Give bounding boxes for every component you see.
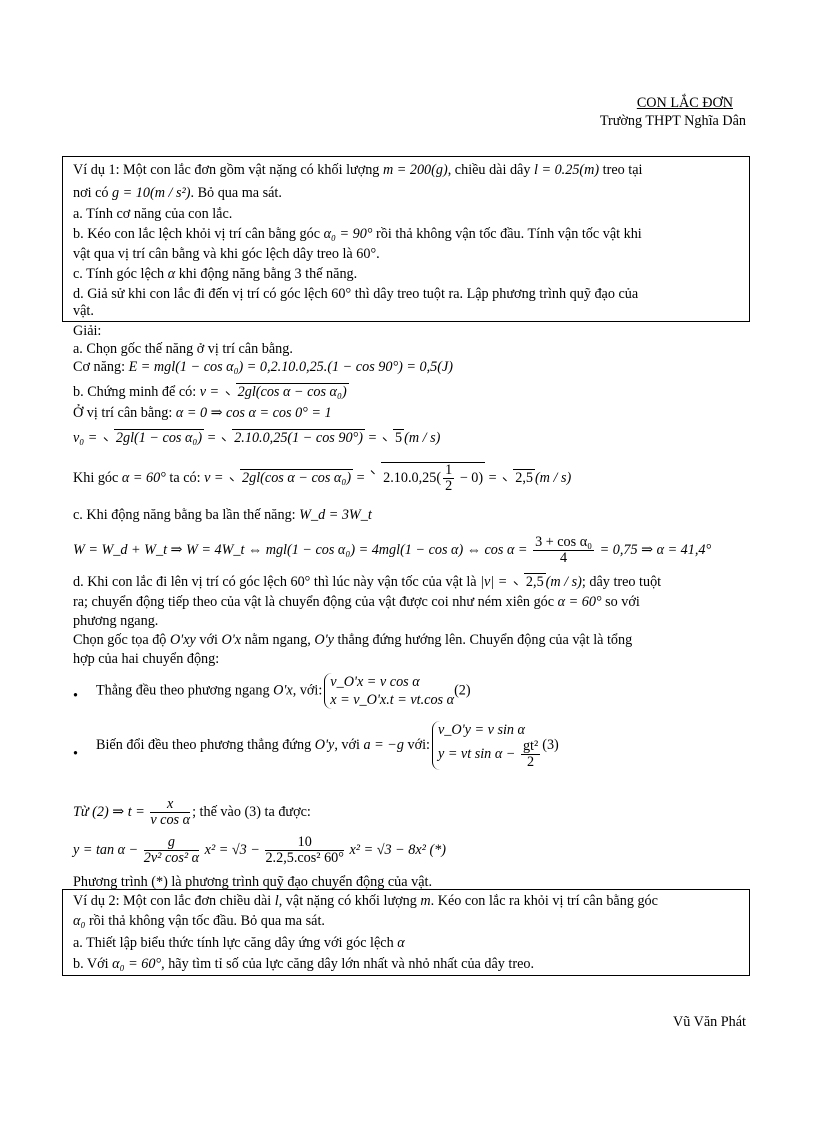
ex1-line-2: nơi có g = 10(m / s²). Bỏ qua ma sát. [73, 185, 282, 201]
solution-b-line: b. Chứng minh để có: v = 2gl(cos α − cos α₀) [73, 384, 347, 400]
trajectory-equation: y = tan α − $\frac{g}{\text{2v² cos² α}}$ x² = √3 − $\frac{10}{\text{2.2,5.cos² 60°}}$ x² = √3 − 8x² (*) [73, 834, 446, 866]
v60-line: Khi góc α = 60° ta có: v = 2gl(cos α − cos α₀) = 2.10.0,25( $\frac{1}{2}$ − 0) = 2,5 (m / s) [73, 462, 572, 494]
sqrt-v-abs: 2,5 [514, 573, 546, 591]
ex1-line-1: Ví dụ 1: Một con lắc đơn gồm vật nặng có khối lượng m = 200(g), chiều dài dây l = 0.25(m) treo tại [73, 162, 643, 178]
ex1-item-c: c. Tính góc lệch α khi động năng bằng 3 thế năng. [73, 266, 358, 282]
document-title: CON LẮC ĐƠN [636, 95, 733, 111]
sqrt-v0-2: 2.10.0,25(1 − cos 90°) [222, 429, 365, 447]
ex1-item-b-cont: vật qua vị trí cân bằng và khi góc lệch dây treo là 60°. [73, 246, 380, 262]
horizontal-motion: Thẳng đều theo phương ngang O'x, với: v_O'x = v cos α x = v_O'x.t = vt.cos α (2) [96, 674, 471, 708]
bullet-1: • [73, 688, 78, 704]
ex1-item-d: d. Giả sử khi con lắc đi đến vị trí có góc lệch 60° thì dây treo tuột ra. Lập phương trình quỹ đạo của [73, 286, 639, 302]
solution-d-line-2: ra; chuyển động tiếp theo của vật là chuyển động của vật được coi như ném xiên góc α = 60° so với [73, 594, 640, 610]
conclusion-line: Phương trình (*) là phương trình quỹ đạo chuyển động của vật. [73, 874, 432, 890]
equilibrium-line: Ở vị trí cân bằng: α = 0 ⇒ cos α = cos 0° = 1 [73, 405, 332, 421]
solution-c-line: c. Khi động năng bằng ba lần thế năng: W_d = 3W_t [73, 507, 372, 523]
ten-fraction: $\frac{10}{\text{2.2,5.cos² 60°}}$ [265, 834, 344, 866]
energy-line: Cơ năng: E = mgl(1 − cos α₀) = 0,2.10.0,25.(1 − cos 90°) = 0,5(J) [73, 359, 453, 375]
solution-label: Giải: [73, 323, 102, 339]
sqrt-v60-3: 2,5 [503, 469, 535, 487]
system-3-brace: v_O'y = v sin α y = vt sin α − $\frac{\text{gt²}}{2}$ [432, 721, 542, 770]
solution-a-line: a. Chọn gốc thế năng ở vị trí cân bằng. [73, 341, 293, 357]
vertical-motion: Biến đổi đều theo phương thẳng đứng O'y, với a = −g với: v_O'y = v sin α y = vt sin α − $\frac{\text{gt²}}{2}$ (3) [96, 722, 559, 770]
g-fraction: $\frac{g}{\text{2v² cos² α}}$ [143, 834, 200, 866]
axes-line-2: hợp của hai chuyển động: [73, 651, 220, 667]
sqrt-v60-1: 2gl(cos α − cos α₀) [230, 469, 353, 487]
cos-fraction: $\frac{\text{3 + cos α₀}}{4}$ [535, 534, 593, 566]
half-fraction: $\frac{1}{2}$ [445, 462, 453, 494]
ex1-item-d-cont: vật. [73, 303, 94, 319]
ex2-item-a: a. Thiết lập biểu thức tính lực căng dây ứng với góc lệch α [73, 935, 405, 951]
solution-d-line-3: phương ngang. [73, 613, 159, 629]
v0-line: v₀ = 2gl(1 − cos α₀) = 2.10.0,25(1 − cos 90°) = 5 (m / s) [73, 430, 441, 446]
ex1-item-a: a. Tính cơ năng của con lắc. [73, 206, 233, 222]
axes-line-1: Chọn gốc tọa độ O'xy với O'x nằm ngang, O'y thẳng đứng hướng lên. Chuyển động của vật là tổng [73, 632, 633, 648]
sqrt-v0-3: 5 [383, 429, 404, 447]
author-footer: Vũ Văn Phát [672, 1014, 746, 1030]
t-fraction: $\frac{x}{\text{v cos α}}$ [150, 796, 191, 828]
bullet-2: • [73, 746, 78, 762]
energy-equation: W = W_d + W_t ⇒ W = 4W_t ⇔ mgl(1 − cos α₀) = 4mgl(1 − cos α) ⇔ cos α = $\frac{\text{3 + cos α₀}}{4}$ = 0,75 ⇒ α = 41,4° [73, 534, 712, 566]
ex2-item-b: b. Với α₀ = 60°, hãy tìm tỉ số của lực căng dây lớn nhất và nhỏ nhất của dây treo. [73, 956, 535, 972]
gt2-fraction: $\frac{\text{gt²}}{2}$ [522, 738, 539, 770]
ex1-item-b: b. Kéo con lắc lệch khỏi vị trí cân bằng góc α₀ = 90° rồi thả không vận tốc đầu. Tính vận tốc vật khi [73, 226, 642, 242]
sqrt-v0-1: 2gl(1 − cos α₀) [104, 429, 204, 447]
substitution-line: Từ (2) ⇒ t = $\frac{x}{\text{v cos α}}$ ; thế vào (3) ta được: [73, 796, 311, 828]
ex2-line-2: α₀ rồi thả không vận tốc đầu. Bỏ qua ma sát. [73, 913, 325, 929]
sqrt-v: 2gl(cos α − cos α₀) [226, 383, 349, 401]
solution-d-line-1: d. Khi con lắc đi lên vị trí có góc lệch 60° thì lúc này vận tốc của vật là |v| = 2,5 (m / s); dây treo tuột [73, 574, 662, 590]
system-2-brace: v_O'x = v cos α x = v_O'x.t = vt.cos α [324, 673, 454, 709]
school-name: Trường THPT Nghĩa Dân [599, 113, 746, 129]
sqrt-v60-2: 2.10.0,25( $\frac{1}{2}$ − 0) [371, 462, 485, 494]
ex2-line-1: Ví dụ 2: Một con lắc đơn chiều dài l, vật nặng có khối lượng m. Kéo con lắc ra khỏi vị trí cân bằng góc [73, 893, 658, 909]
